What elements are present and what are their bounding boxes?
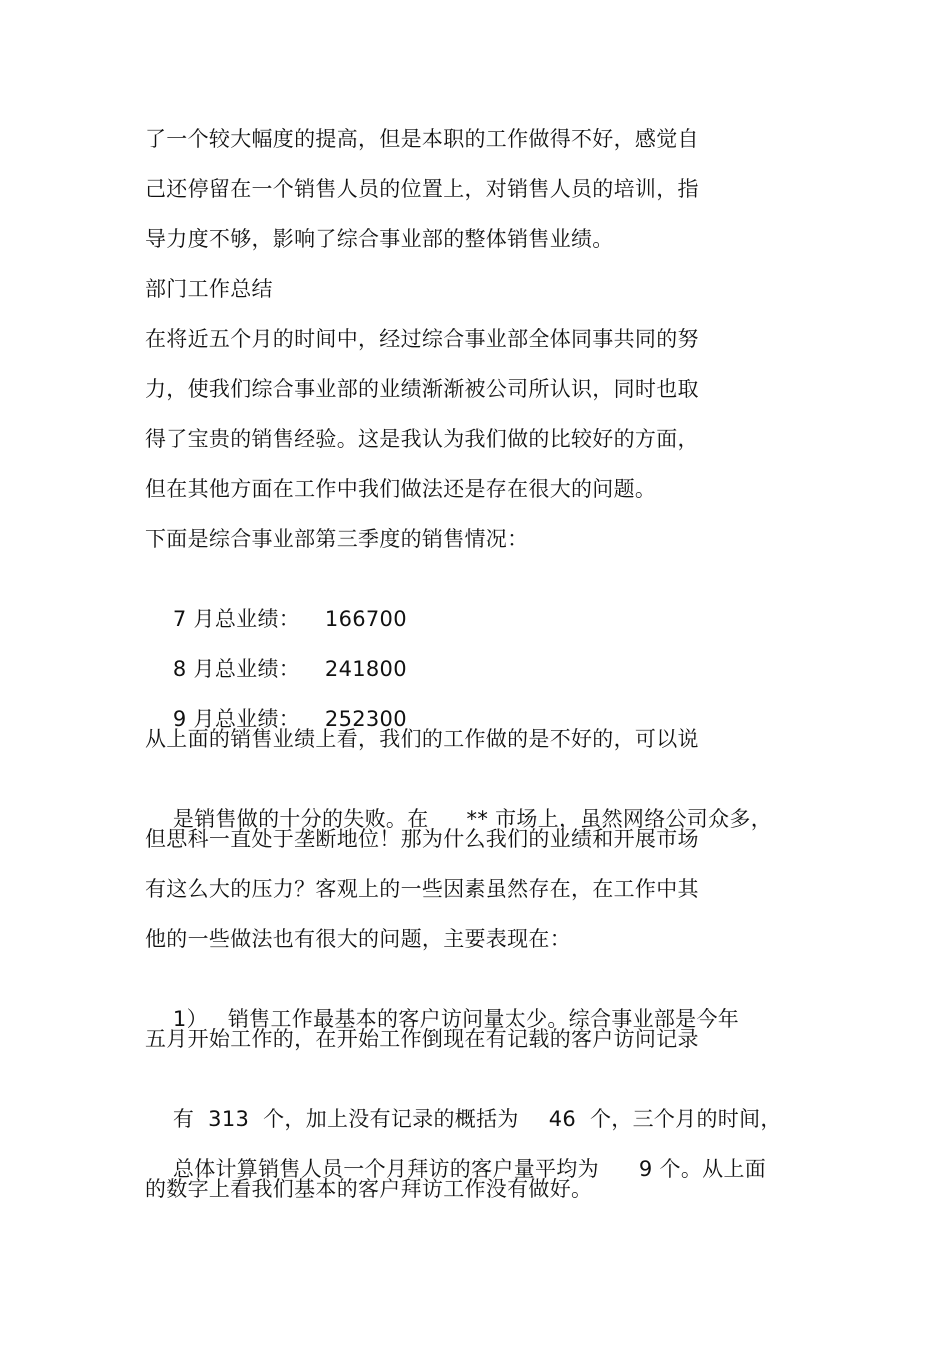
sales-label: 7 月总业绩： [172, 607, 301, 631]
list-item [145, 974, 740, 1031]
body-text-line: 的数字上看我们基本的客户拜访工作没有做好。 [145, 1177, 593, 1201]
body-text-line: 力，使我们综合事业部的业绩渐渐被公司所认识，同时也取 [145, 377, 699, 401]
body-text-line [145, 1124, 767, 1181]
text-segment: 有 313 个，加上没有记录的概括为 [172, 1107, 519, 1131]
body-text-line: 得了宝贵的销售经验。这是我认为我们做的比较好的方面， [145, 427, 699, 451]
section-heading: 部门工作总结 [145, 277, 273, 301]
text-segment: 9 个。从上面 [638, 1157, 767, 1181]
text-segment: 总体计算销售人员一个月拜访的客户量平均为 [172, 1157, 599, 1181]
body-text-line [145, 774, 772, 831]
body-text-line: 导力度不够，影响了综合事业部的整体销售业绩。 [145, 227, 614, 251]
text-segment: ** 市场上，虽然网络公司众多， [466, 807, 772, 831]
sales-label: 9 月总业绩： [172, 707, 301, 731]
body-text-line [145, 1074, 782, 1131]
body-text-line: 了一个较大幅度的提高，但是本职的工作做得不好，感觉自 [145, 127, 699, 151]
text-segment: 46 个，三个月的时间， [548, 1107, 782, 1131]
sales-value: 252300 [324, 707, 407, 731]
body-text-line: 有这么大的压力？客观上的一些因素虽然存在，在工作中其 [145, 877, 699, 901]
sales-row [145, 674, 407, 731]
body-text-line: 下面是综合事业部第三季度的销售情况： [145, 527, 529, 551]
sales-label: 8 月总业绩： [172, 657, 301, 681]
body-text-line: 五月开始工作的，在开始工作倒现在有记载的客户访问记录 [145, 1027, 699, 1051]
body-text-line: 但在其他方面在工作中我们做法还是存在很大的问题。 [145, 477, 657, 501]
sales-row [145, 624, 407, 681]
text-segment: 是销售做的十分的失败。在 [172, 807, 429, 831]
body-text-line: 在将近五个月的时间中，经过综合事业部全体同事共同的努 [145, 327, 699, 351]
list-item-text: 销售工作最基本的客户访问量太少。综合事业部是今年 [227, 1007, 740, 1031]
body-text-line: 他的一些做法也有很大的问题，主要表现在： [145, 927, 571, 951]
body-text-line: 己还停留在一个销售人员的位置上，对销售人员的培训，指 [145, 177, 699, 201]
sales-value: 166700 [324, 607, 407, 631]
sales-value: 241800 [324, 657, 407, 681]
list-item-number: 1） [172, 1007, 208, 1031]
body-text-line: 从上面的销售业绩上看，我们的工作做的是不好的，可以说 [145, 727, 699, 751]
sales-row [145, 574, 407, 631]
body-text-line: 但思科一直处于垄断地位！那为什么我们的业绩和开展市场 [145, 827, 699, 851]
